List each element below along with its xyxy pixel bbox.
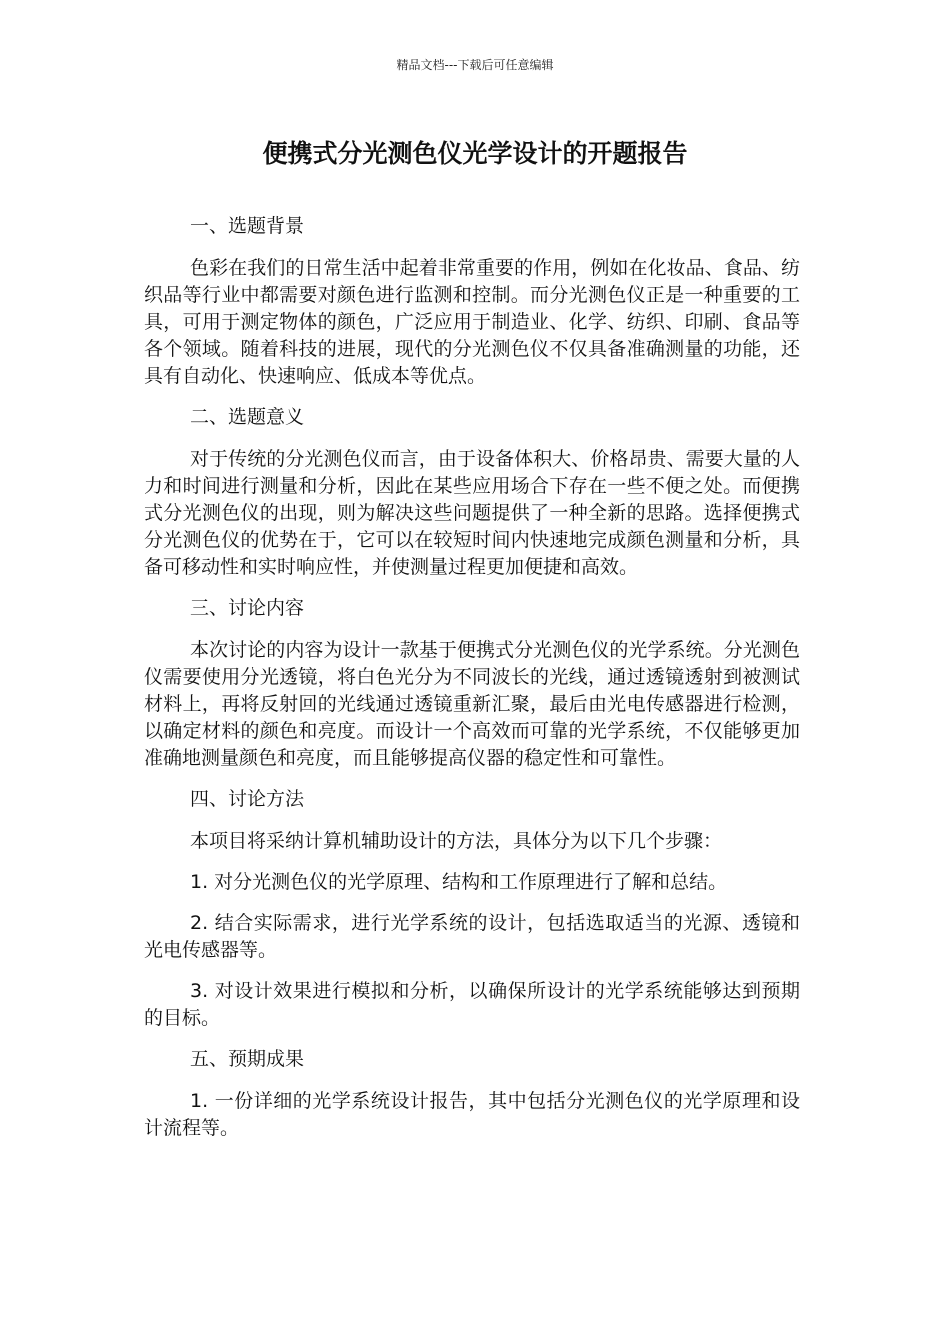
method-intro: 本项目将采纳计算机辅助设计的方法，具体分为以下几个步骤：: [190, 830, 723, 852]
section-paragraph-background: 色彩在我们的日常生活中起着非常重要的作用，例如在化妆品、食品、纺织品等行业中都需要对颜色进行监测和控制。而分光测色仪正是一种重要的工具，可用于测定物体的颜色，广泛应用于制造业、化学、纺织、印刷、食品等各个领域。随着科技的进展，现代的分光测色仪不仅具备准确测量的功能，还具有自动化、快速响应、低成本等优点。: [144, 257, 800, 387]
result-item-1: 1. 一份详细的光学系统设计报告，其中包括分光测色仪的光学原理和设计流程等。: [144, 1090, 800, 1139]
method-step-2: 2. 结合实际需求，进行光学系统的设计，包括选取适当的光源、透镜和光电传感器等。: [144, 912, 800, 961]
section-paragraph-content: 本次讨论的内容为设计一款基于便携式分光测色仪的光学系统。分光测色仪需要使用分光透镜，将白色光分为不同波长的光线，通过透镜透射到被测试材料上，再将反射回的光线通过透镜重新汇聚，最后由光电传感器进行检测，以确定材料的颜色和亮度。而设计一个高效而可靠的光学系统，不仅能够更加准确地测量颜色和亮度，而且能够提高仪器的稳定性和可靠性。: [144, 639, 800, 769]
method-step-1: 1. 对分光测色仪的光学原理、结构和工作原理进行了解和总结。: [190, 871, 728, 893]
section-heading-significance: 二、选题意义: [190, 406, 305, 428]
section-heading-results: 五、预期成果: [190, 1048, 305, 1070]
section-paragraph-significance: 对于传统的分光测色仪而言，由于设备体积大、价格昂贵、需要大量的人力和时间进行测量和分析，因此在某些应用场合下存在一些不便之处。而便携式分光测色仪的出现，则为解决这些问题提供了一种全新的思路。选择便携式分光测色仪的优势在于，它可以在较短时间内快速地完成颜色测量和分析，具备可移动性和实时响应性，并使测量过程更加便捷和高效。: [144, 448, 800, 578]
section-heading-content: 三、讨论内容: [190, 597, 305, 619]
document-body: [144, 213, 800, 1156]
method-step-3: 3. 对设计效果进行模拟和分析，以确保所设计的光学系统能够达到预期的目标。: [144, 980, 800, 1029]
document-title: 便携式分光测色仪光学设计的开题报告: [262, 139, 688, 168]
section-heading-method: 四、讨论方法: [190, 788, 305, 810]
header-note: 精品文档---下载后可任意编辑: [396, 58, 554, 72]
section-heading-background: 一、选题背景: [190, 215, 305, 237]
